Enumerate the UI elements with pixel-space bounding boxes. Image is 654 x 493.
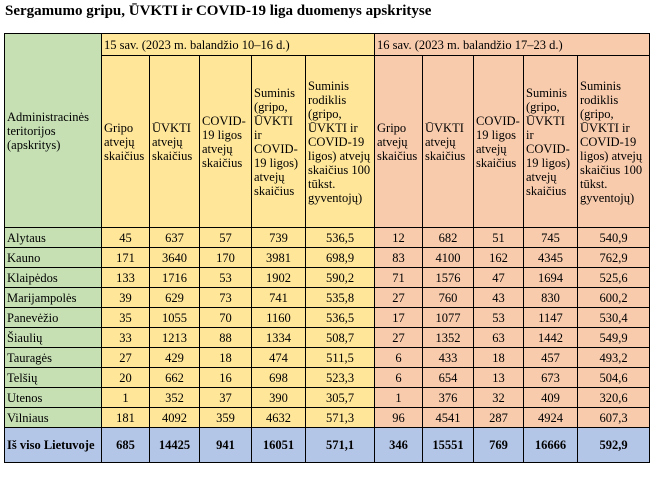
period-1-value: 698 [252, 368, 306, 388]
period-2-value: 4100 [423, 248, 474, 268]
period-1-value: 181 [102, 408, 150, 428]
region-name: Vilniaus [5, 408, 102, 428]
period-1-value: 352 [150, 388, 200, 408]
p2-uvkti-header: ŪVKTI atvejų skaičius [423, 56, 474, 228]
period-2-value: 1352 [423, 328, 474, 348]
period-2-value: 549,9 [578, 328, 650, 348]
p2-covid-header: COVID-19 ligos atvejų skaičius [474, 56, 524, 228]
period-2-value: 830 [524, 288, 578, 308]
p2-rate-header: Suminis rodiklis (gripo, ŪVKTI ir COVID-19 ligos) atvejų skaičius 100 tūkst. gyventojų) [578, 56, 650, 228]
period-1-value: 359 [200, 408, 252, 428]
total-period-2-value: 769 [474, 428, 524, 463]
table-row [5, 268, 650, 288]
period-1-value: 18 [200, 348, 252, 368]
period-2-value: 18 [474, 348, 524, 368]
period-2-value: 53 [474, 308, 524, 328]
period-2-value: 654 [423, 368, 474, 388]
period-2-value: 83 [375, 248, 423, 268]
period-1-value: 474 [252, 348, 306, 368]
p1-rate-header: Suminis rodiklis (gripo, ŪVKTI ir COVID-19 ligos) atvejų skaičius 100 tūkst. gyventojų) [306, 56, 375, 228]
period-1-value: 39 [102, 288, 150, 308]
period-2-value: 1694 [524, 268, 578, 288]
total-period-2-value: 15551 [423, 428, 474, 463]
period-2-value: 1147 [524, 308, 578, 328]
period-1-value: 170 [200, 248, 252, 268]
table-row [5, 388, 650, 408]
total-period-1-value: 941 [200, 428, 252, 463]
period-2-value: 1077 [423, 308, 474, 328]
period-1-value: 4632 [252, 408, 306, 428]
table-row [5, 288, 650, 308]
table-row [5, 228, 650, 248]
period-1-value: 536,5 [306, 308, 375, 328]
period-2-value: 27 [375, 288, 423, 308]
period-1-value: 4092 [150, 408, 200, 428]
period-2-value: 4541 [423, 408, 474, 428]
table-row [5, 248, 650, 268]
period-2-value: 27 [375, 328, 423, 348]
period-1-value: 1 [102, 388, 150, 408]
period-2-value: 409 [524, 388, 578, 408]
period-1-value: 45 [102, 228, 150, 248]
region-name: Marijampolės [5, 288, 102, 308]
table-row [5, 408, 650, 428]
total-period-2-value: 346 [375, 428, 423, 463]
epidemiology-table [4, 33, 650, 463]
period-1-value: 70 [200, 308, 252, 328]
period-2-value: 433 [423, 348, 474, 368]
period-1-value: 27 [102, 348, 150, 368]
period-2-value: 673 [524, 368, 578, 388]
period-1-header: 15 sav. (2023 m. balandžio 10–16 d.) [102, 34, 375, 56]
region-column-header: Administracinės teritorijos (apskritys) [5, 34, 102, 228]
period-2-value: 745 [524, 228, 578, 248]
period-2-value: 760 [423, 288, 474, 308]
period-1-value: 741 [252, 288, 306, 308]
region-name: Alytaus [5, 228, 102, 248]
region-name: Telšių [5, 368, 102, 388]
period-1-value: 171 [102, 248, 150, 268]
p1-flu-header: Gripo atvejų skaičius [102, 56, 150, 228]
total-row [5, 428, 650, 463]
region-name: Panevėžio [5, 308, 102, 328]
period-1-value: 37 [200, 388, 252, 408]
region-name: Tauragės [5, 348, 102, 368]
total-period-1-value: 14425 [150, 428, 200, 463]
p1-total-header: Suminis (gripo, ŪVKTI ir COVID-19 ligos) atvejų skaičius [252, 56, 306, 228]
period-2-value: 162 [474, 248, 524, 268]
period-2-value: 493,2 [578, 348, 650, 368]
table-row [5, 368, 650, 388]
period-1-value: 35 [102, 308, 150, 328]
period-2-value: 96 [375, 408, 423, 428]
p2-total-header: Suminis (gripo, ŪVKTI ir COVID-19 ligos) atvejų skaičius [524, 56, 578, 228]
period-1-value: 571,3 [306, 408, 375, 428]
period-1-value: 133 [102, 268, 150, 288]
total-period-1-value: 571,1 [306, 428, 375, 463]
period-2-value: 51 [474, 228, 524, 248]
total-period-2-value: 592,9 [578, 428, 650, 463]
period-1-value: 429 [150, 348, 200, 368]
column-header-row [5, 56, 650, 228]
period-2-value: 63 [474, 328, 524, 348]
period-2-value: 504,6 [578, 368, 650, 388]
period-1-value: 1716 [150, 268, 200, 288]
period-2-value: 17 [375, 308, 423, 328]
table-row [5, 308, 650, 328]
period-1-value: 536,5 [306, 228, 375, 248]
period-2-value: 4924 [524, 408, 578, 428]
region-name: Klaipėdos [5, 268, 102, 288]
period-1-value: 739 [252, 228, 306, 248]
period-1-value: 16 [200, 368, 252, 388]
period-1-value: 57 [200, 228, 252, 248]
period-1-value: 535,8 [306, 288, 375, 308]
p1-uvkti-header: ŪVKTI atvejų skaičius [150, 56, 200, 228]
total-period-1-value: 16051 [252, 428, 306, 463]
period-2-value: 43 [474, 288, 524, 308]
period-2-value: 376 [423, 388, 474, 408]
period-1-value: 20 [102, 368, 150, 388]
period-1-value: 1334 [252, 328, 306, 348]
table-body [5, 228, 650, 463]
period-2-header: 16 sav. (2023 m. balandžio 17–23 d.) [375, 34, 650, 56]
period-2-value: 600,2 [578, 288, 650, 308]
period-2-value: 1 [375, 388, 423, 408]
document-title: Sergamumo gripu, ŪVKTI ir COVID-19 liga duomenys apskrityse [5, 3, 432, 19]
period-1-value: 1160 [252, 308, 306, 328]
p1-covid-header: COVID-19 ligos atvejų skaičius [200, 56, 252, 228]
period-1-value: 1213 [150, 328, 200, 348]
period-2-value: 525,6 [578, 268, 650, 288]
period-1-value: 3640 [150, 248, 200, 268]
period-2-value: 6 [375, 368, 423, 388]
period-1-value: 523,3 [306, 368, 375, 388]
period-2-value: 4345 [524, 248, 578, 268]
table-row [5, 348, 650, 368]
period-1-value: 305,7 [306, 388, 375, 408]
period-2-value: 13 [474, 368, 524, 388]
period-1-value: 1055 [150, 308, 200, 328]
period-2-value: 607,3 [578, 408, 650, 428]
period-1-value: 3981 [252, 248, 306, 268]
period-2-value: 6 [375, 348, 423, 368]
period-1-value: 53 [200, 268, 252, 288]
region-name: Utenos [5, 388, 102, 408]
period-2-value: 47 [474, 268, 524, 288]
period-2-value: 12 [375, 228, 423, 248]
period-1-value: 88 [200, 328, 252, 348]
p2-flu-header: Gripo atvejų skaičius [375, 56, 423, 228]
region-name: Kauno [5, 248, 102, 268]
period-1-value: 73 [200, 288, 252, 308]
period-1-value: 698,9 [306, 248, 375, 268]
period-2-value: 540,9 [578, 228, 650, 248]
period-1-value: 33 [102, 328, 150, 348]
period-1-value: 662 [150, 368, 200, 388]
period-2-value: 287 [474, 408, 524, 428]
total-label: Iš viso Lietuvoje [5, 428, 102, 463]
period-1-value: 511,5 [306, 348, 375, 368]
period-2-value: 530,4 [578, 308, 650, 328]
period-1-value: 629 [150, 288, 200, 308]
table-row [5, 328, 650, 348]
period-2-value: 32 [474, 388, 524, 408]
period-1-value: 590,2 [306, 268, 375, 288]
period-2-value: 457 [524, 348, 578, 368]
period-2-value: 71 [375, 268, 423, 288]
period-2-value: 762,9 [578, 248, 650, 268]
region-name: Šiaulių [5, 328, 102, 348]
period-header-row [5, 34, 650, 56]
period-2-value: 1576 [423, 268, 474, 288]
period-1-value: 390 [252, 388, 306, 408]
period-2-value: 682 [423, 228, 474, 248]
period-1-value: 508,7 [306, 328, 375, 348]
period-1-value: 637 [150, 228, 200, 248]
total-period-2-value: 16666 [524, 428, 578, 463]
period-2-value: 320,6 [578, 388, 650, 408]
period-2-value: 1442 [524, 328, 578, 348]
period-1-value: 1902 [252, 268, 306, 288]
total-period-1-value: 685 [102, 428, 150, 463]
